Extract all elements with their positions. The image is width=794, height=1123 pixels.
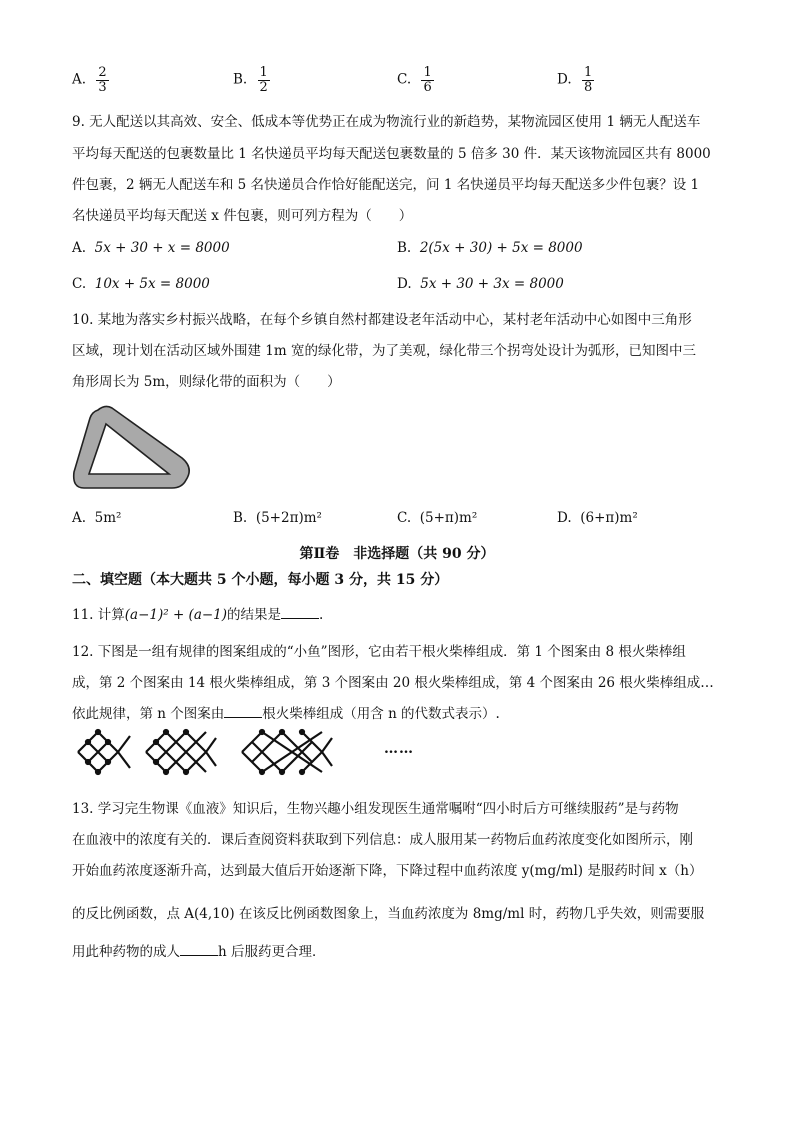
- denominator: 2: [259, 79, 268, 95]
- answer-blank[interactable]: [224, 705, 262, 718]
- q8-option-c[interactable]: [397, 66, 434, 94]
- q9-line-2: 平均每天配送的包裹数量比 1 名快递员平均每天配送包裹数量的 5 倍多 30 件．某天该物流园区共有 8000: [72, 146, 711, 162]
- q9-option-a[interactable]: [72, 240, 230, 256]
- option-text: (5+π)m²: [419, 510, 478, 526]
- option-text: 10x + 5x = 8000: [94, 276, 210, 292]
- answer-blank[interactable]: [281, 606, 319, 619]
- option-label: A.: [72, 510, 87, 526]
- option-label: C.: [397, 510, 412, 526]
- fish-pattern-2: [146, 730, 216, 774]
- section-2-title: 二、填空题（本大题共 5 个小题，每小题 3 分，共 15 分）: [72, 572, 449, 588]
- option-text: (5+2π)m²: [255, 510, 322, 526]
- fraction: [582, 66, 594, 94]
- q10-option-b[interactable]: [233, 510, 322, 526]
- q8-option-b[interactable]: [233, 66, 270, 94]
- option-text: 5x + 30 + 3x = 8000: [420, 276, 564, 292]
- q12-last-suffix: 根火柴棒组成（用含 n 的代数式表示）.: [262, 706, 500, 722]
- q13-last-suffix: h 后服药更合理．: [218, 944, 326, 960]
- question-11: [72, 603, 323, 623]
- numerator: 1: [259, 65, 268, 80]
- q11-expression: (a−1)² + (a−1): [124, 607, 228, 623]
- fish-pattern-1: [78, 730, 130, 774]
- q8-option-d[interactable]: [557, 66, 594, 94]
- q9-option-b[interactable]: [397, 240, 583, 256]
- q11-prefix: 11. 计算: [72, 607, 125, 623]
- fraction: [258, 66, 270, 94]
- fraction: [421, 66, 433, 94]
- q9-option-d[interactable]: [397, 276, 564, 292]
- q12-line-3: [72, 702, 500, 722]
- fraction: [96, 66, 108, 94]
- answer-blank[interactable]: [180, 943, 218, 956]
- option-text: 2(5x + 30) + 5x = 8000: [419, 240, 583, 256]
- greenbelt-triangle-figure: [70, 402, 198, 494]
- fish-pattern-3: [242, 730, 332, 774]
- option-text: 5x + 30 + x = 8000: [94, 240, 230, 256]
- denominator: 3: [98, 79, 107, 95]
- q12-line-1: 12. 下图是一组有规律的图案组成的“小鱼”图形，它由若干根火柴棒组成．第 1 个图案由 8 根火柴棒组: [72, 644, 686, 660]
- q12-last-prefix: 依此规律，第 n 个图案由: [72, 706, 225, 722]
- q13-line-5: [72, 940, 326, 960]
- q13-line-2: 在血液中的浓度有关的．课后查阅资料获取到下列信息：成人服用某一药物后血药浓度变化如图所示，刚: [72, 832, 693, 848]
- option-label: B.: [397, 240, 412, 256]
- denominator: 8: [583, 79, 593, 95]
- numerator: 1: [423, 65, 432, 80]
- q10-line-2: 区域，现计划在活动区域外围建 1m 宽的绿化带，为了美观，绿化带三个拐弯处设计为弧形，已知图中三: [72, 343, 696, 359]
- option-label: A.: [72, 240, 87, 256]
- option-label: B.: [233, 510, 248, 526]
- q10-option-a[interactable]: [72, 510, 121, 526]
- part-2-title: 第Ⅱ卷 非选择题（共 90 分）: [299, 546, 495, 562]
- q10-line-1: 10. 某地为落实乡村振兴战略，在每个乡镇自然村都建设老年活动中心，某村老年活动中心如图中三角形: [72, 312, 692, 328]
- numerator: 2: [98, 65, 107, 80]
- option-text: 5m²: [94, 510, 122, 526]
- option-label: D.: [557, 71, 572, 88]
- denominator: 6: [423, 79, 432, 95]
- q13-line-1: 13. 学习完生物课《血液》知识后，生物兴趣小组发现医生通常嘱咐“四小时后方可继续服药”是与药物: [72, 801, 679, 817]
- q8-option-a[interactable]: [72, 66, 109, 94]
- option-label: A.: [72, 71, 87, 88]
- q12-line-2: 成，第 2 个图案由 14 根火柴棒组成，第 3 个图案由 20 根火柴棒组成，第 4 个图案由 26 根火柴棒组成…: [72, 675, 714, 691]
- option-label: D.: [557, 510, 572, 526]
- q13-line-4: 的反比例函数，点 A(4,10) 在该反比例函数图象上，当血药浓度为 8mg/ml 时，药物几乎失效，则需要服: [72, 906, 705, 922]
- q13-last-prefix: 用此种药物的成人: [72, 944, 180, 960]
- q13-line-3: 开始血药浓度逐渐升高，达到最大值后开始逐渐下降，下降过程中血药浓度 y(mg/ml) 是服药时间 x（h）: [72, 863, 703, 879]
- q9-option-c[interactable]: [72, 276, 210, 292]
- numerator: 1: [583, 65, 593, 80]
- option-text: (6+π)m²: [580, 510, 638, 526]
- q11-end: .: [319, 607, 324, 623]
- option-label: D.: [397, 276, 412, 292]
- q9-line-3: 件包裹，2 辆无人配送车和 5 名快递员合作恰好能配送完，问 1 名快递员平均每天配送多少件包裹？设 1: [72, 177, 700, 193]
- option-label: C.: [397, 71, 412, 88]
- q10-option-c[interactable]: [397, 510, 477, 526]
- q10-line-3: 角形周长为 5m，则绿化带的面积为（ ）: [72, 374, 341, 390]
- option-label: B.: [233, 71, 248, 88]
- q9-line-4: 名快递员平均每天配送 x 件包裹，则可列方程为（ ）: [72, 208, 413, 224]
- option-label: C.: [72, 276, 87, 292]
- q9-line-1: 9. 无人配送以其高效、安全、低成本等优势正在成为物流行业的新趋势，某物流园区使用 1 辆无人配送车: [72, 114, 701, 130]
- pattern-continuation-dots: ……: [384, 741, 414, 757]
- q11-suffix: 的结果是: [227, 607, 282, 623]
- q10-option-d[interactable]: [557, 510, 638, 526]
- matchstick-fish-patterns: [70, 724, 360, 780]
